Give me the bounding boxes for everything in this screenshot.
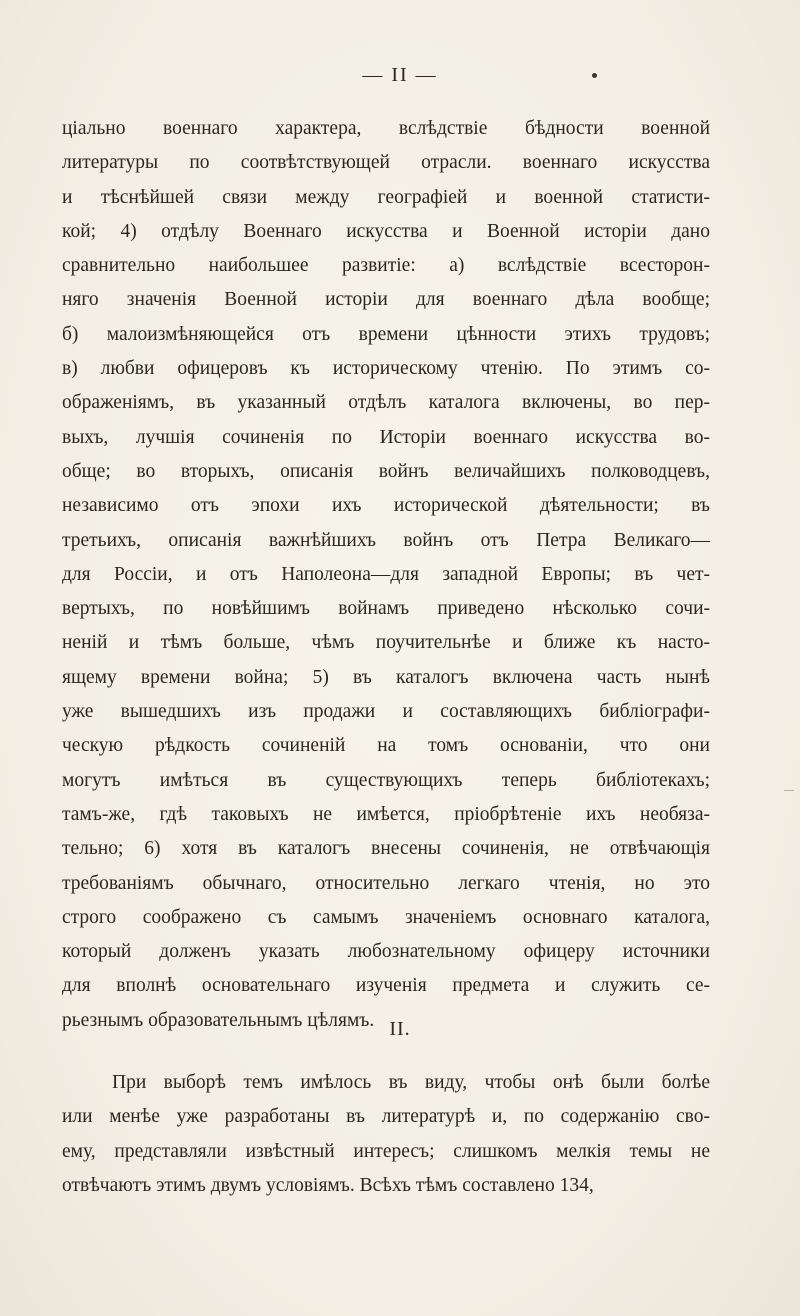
text-line: При выборѣ темъ имѣлось въ виду, чтобы онѣ были болѣе — [112, 1072, 710, 1093]
text-line: ему, представляли извѣстный интересъ; слишкомъ мелкія темы не — [62, 1140, 710, 1162]
text-line: сравнительно наибольшее развитіе: a) вслѣдствіе всесторон- — [62, 255, 710, 277]
text-line: выхъ, лучшія сочиненія по Исторіи военнаго искусства во- — [62, 426, 710, 448]
text-line: в) любви офицеровъ къ историческому чтенію. По этимъ со- — [62, 358, 710, 380]
text-line: независимо отъ эпохи ихъ исторической дѣятельности; въ — [62, 495, 710, 517]
text-line: ящему времени война; 5) въ каталогъ включена часть нынѣ — [62, 666, 710, 688]
page-edge-mark — [784, 790, 794, 791]
text-line: могутъ имѣться въ существующихъ теперь библіотекахъ; — [62, 769, 710, 791]
text-line: требованіямъ обычнаго, относительно легкаго чтенія, но это — [62, 872, 710, 894]
text-line: рьезнымъ образовательнымъ цѣлямъ. — [62, 1009, 375, 1031]
text-line: ческую рѣдкость сочиненій на томъ основаніи, что они — [62, 735, 710, 757]
text-line: обще; во вторыхъ, описанія войнъ величайшихъ полководцевъ, — [62, 460, 710, 482]
text-line: третьихъ, описанія важнѣйшихъ войнъ отъ Петра Великаго— — [62, 529, 710, 551]
text-line: для вполнѣ основательнаго изученія предмета и служить се- — [62, 975, 710, 997]
text-line: или менѣе уже разработаны въ литературѣ и, по содержанію сво- — [62, 1106, 710, 1128]
text-line: няго значенія Военной исторіи для военнаго дѣла вообще; — [62, 289, 710, 311]
text-line: строго соображено съ самымъ значеніемъ основнаго каталога, — [62, 906, 710, 928]
page-mark-dot — [592, 73, 597, 78]
text-line: ображеніямъ, въ указанный отдѣлъ каталога включены, во пер- — [62, 392, 710, 414]
text-line: кой; 4) отдѣлу Военнаго искусства и Военной исторіи дано — [62, 220, 710, 242]
text-line: и тѣснѣйшей связи между географіей и военной статисти- — [62, 186, 710, 208]
text-line: отвѣчаютъ этимъ двумъ условіямъ. Всѣхъ тѣмъ составлено 134, — [62, 1174, 594, 1196]
text-line: уже вышедшихъ изъ продажи и составляющихъ библіографи- — [62, 701, 710, 723]
text-line: тельно; 6) хотя въ каталогъ внесены сочиненія, не отвѣчающія — [62, 838, 710, 860]
text-line: тамъ-же, гдѣ таковыхъ не имѣется, пріобрѣтеніе ихъ необяза- — [62, 803, 710, 825]
text-line: ціально военнаго характера, вслѣдствіе бѣдности военной — [62, 118, 710, 139]
text-line: литературы по соотвѣтствующей отрасли. военнаго искусства — [62, 152, 710, 174]
text-line: для Россіи, и отъ Наполеона—для западной Европы; въ чет- — [62, 563, 710, 585]
text-line: неній и тѣмъ больше, чѣмъ поучительнѣе и ближе къ насто- — [62, 632, 710, 654]
page-header — [0, 64, 800, 94]
paragraph-section-2 — [62, 1066, 710, 1203]
text-line: вертыхъ, по новѣйшимъ войнамъ приведено нѣсколько сочи- — [62, 598, 710, 620]
paragraph-continued — [62, 112, 710, 1038]
running-head: — II — — [362, 64, 438, 86]
text-line: б) малоизмѣняющейся отъ времени цѣнности этихъ трудовъ; — [62, 323, 710, 345]
section-heading: II. — [389, 1018, 411, 1040]
text-line: который долженъ указать любознательному офицеру источники — [62, 941, 710, 963]
